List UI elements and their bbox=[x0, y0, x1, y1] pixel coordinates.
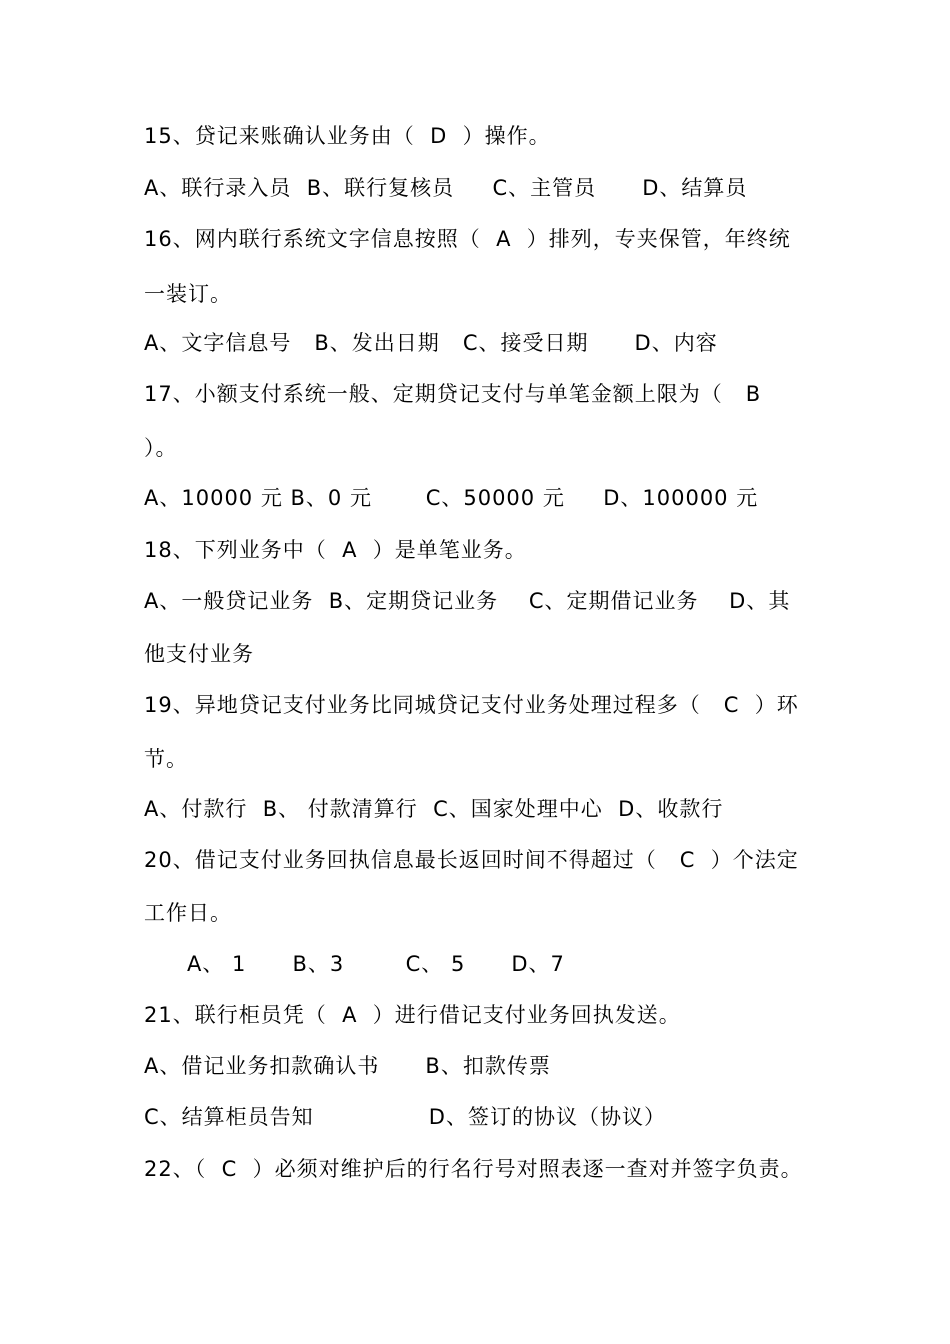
question-17-options: A、10000 元 B、0 元 C、50000 元 D、100000 元 bbox=[144, 486, 759, 510]
question-16-stem-continued: 一装订。 bbox=[144, 282, 232, 306]
question-18-options: A、一般贷记业务 B、定期贷记业务 C、定期借记业务 D、其 bbox=[144, 589, 791, 613]
question-19-stem: 19、异地贷记支付业务比同城贷记支付业务处理过程多（ C ）环 bbox=[144, 693, 799, 717]
question-19-stem-continued: 节。 bbox=[144, 747, 188, 771]
question-20-options: A、 1 B、3 C、 5 D、7 bbox=[187, 952, 565, 976]
question-22-stem: 22、（ C ）必须对维护后的行名行号对照表逐一查对并签字负责。 bbox=[144, 1157, 803, 1181]
question-17-stem: 17、小额支付系统一般、定期贷记支付与单笔金额上限为（ B bbox=[144, 382, 762, 406]
question-21-stem: 21、联行柜员凭（ A ）进行借记支付业务回执发送。 bbox=[144, 1003, 681, 1027]
question-16-options: A、文字信息号 B、发出日期 C、接受日期 D、内容 bbox=[144, 331, 718, 355]
question-19-options: A、付款行 B、 付款清算行 C、国家处理中心 D、收款行 bbox=[144, 797, 724, 821]
question-18-stem: 18、下列业务中（ A ）是单笔业务。 bbox=[144, 538, 527, 562]
question-16-stem: 16、网内联行系统文字信息按照（ A ）排列，专夹保管，年终统 bbox=[144, 227, 791, 251]
question-15-options: A、联行录入员 B、联行复核员 C、主管员 D、结算员 bbox=[144, 176, 748, 200]
question-21-options-ab: A、借记业务扣款确认书 B、扣款传票 bbox=[144, 1054, 551, 1078]
question-17-stem-continued: ）。 bbox=[144, 436, 178, 460]
question-20-stem-continued: 工作日。 bbox=[144, 901, 232, 925]
question-20-stem: 20、借记支付业务回执信息最长返回时间不得超过（ C ）个法定 bbox=[144, 848, 799, 872]
question-21-options-cd: C、结算柜员告知 D、签订的协议（协议） bbox=[144, 1105, 666, 1129]
question-18-options-continued: 他支付业务 bbox=[144, 642, 254, 666]
question-15-stem: 15、贷记来账确认业务由（ D ）操作。 bbox=[144, 124, 551, 148]
